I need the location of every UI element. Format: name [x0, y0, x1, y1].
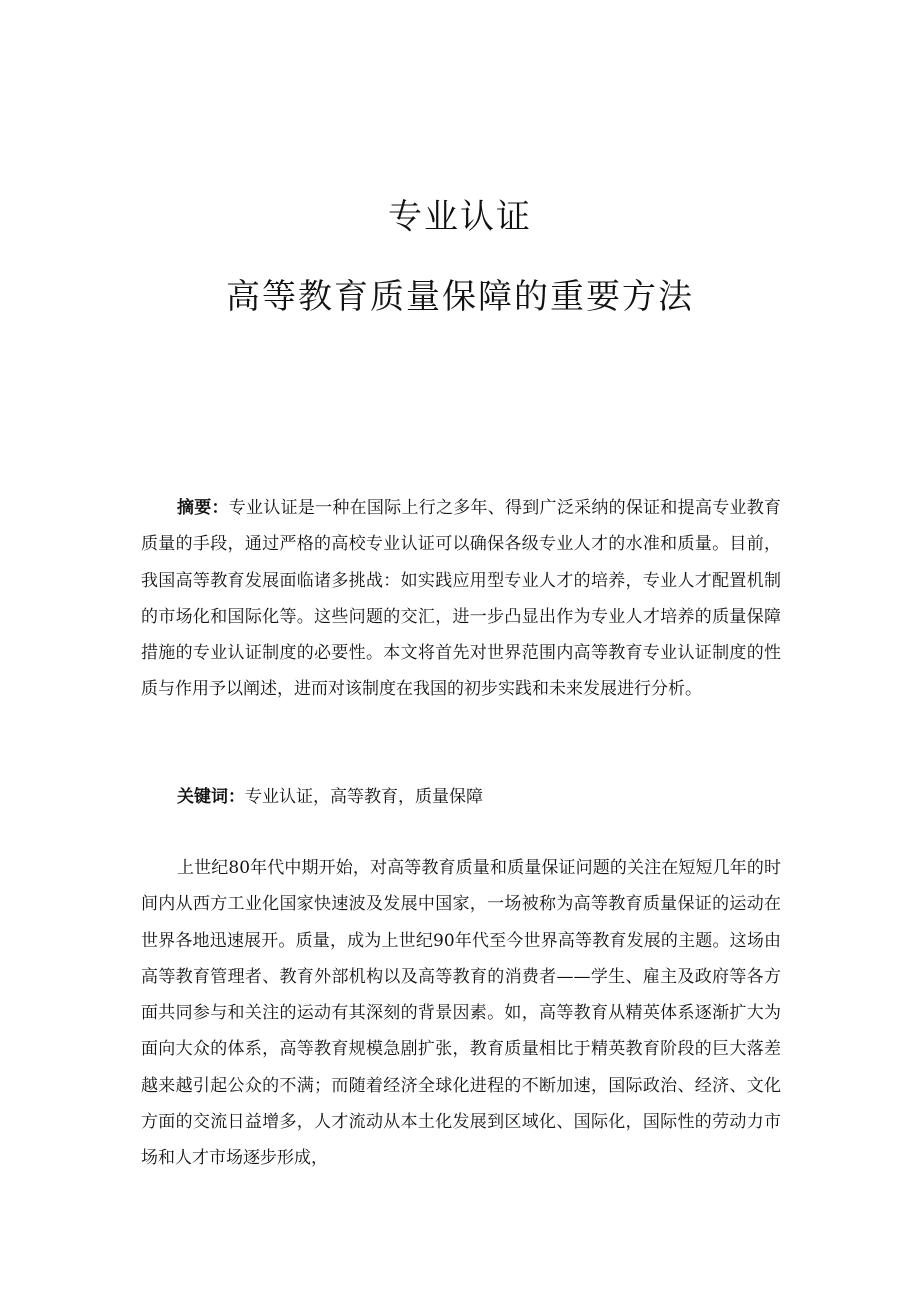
abstract-paragraph	[141, 490, 781, 708]
title-line-1: 专业认证	[388, 197, 532, 237]
body-paragraph: 上世纪80年代中期开始，对高等教育质量和质量保证问题的关注在短短几年的时间内从西方工业化国家快速波及发展中国家，一场被称为高等教育质量保证的运动在世界各地迅速展开。质量，成为上世纪90年代至今世界高等教育发展的主题。这场由高等教育管理者、教育外部机构以及高等教育的消费者——学生、雇主及政府等各方面共同参与和关注的运动有其深刻的背景因素。如，高等教育从精英体系逐渐扩大为面向大众的体系，高等教育规模急剧扩张，教育质量相比于精英教育阶段的巨大落差越来越引起公众的不满；而随着经济全球化进程的不断加速，国际政治、经济、文化方面的交流日益增多，人才流动从本土化发展到区域化、国际化，国际性的劳动力市场和人才市场逐步形成，	[141, 858, 781, 1169]
abstract-label: 摘要：	[177, 498, 229, 518]
keywords-paragraph	[141, 779, 781, 815]
abstract-text: 专业认证是一种在国际上行之多年、得到广泛采纳的保证和提高专业教育质量的手段，通过严格的高校专业认证可以确保各级专业人才的水准和质量。目前，我国高等教育发展面临诸多挑战：如实践应用型专业人才的培养，专业人才配置机制的市场化和国际化等。这些问题的交汇，进一步凸显出作为专业人才培养的质量保障措施的专业认证制度的必要性。本文将首先对世界范围内高等教育专业认证制度的性质与作用予以阐述，进而对该制度在我国的初步实践和未来发展进行分析。	[141, 498, 782, 700]
keywords-text: 专业认证，高等教育，质量保障	[245, 787, 483, 807]
keywords-label: 关键词：	[177, 787, 245, 807]
title-line-2: 高等教育质量保障的重要方法	[226, 277, 694, 317]
